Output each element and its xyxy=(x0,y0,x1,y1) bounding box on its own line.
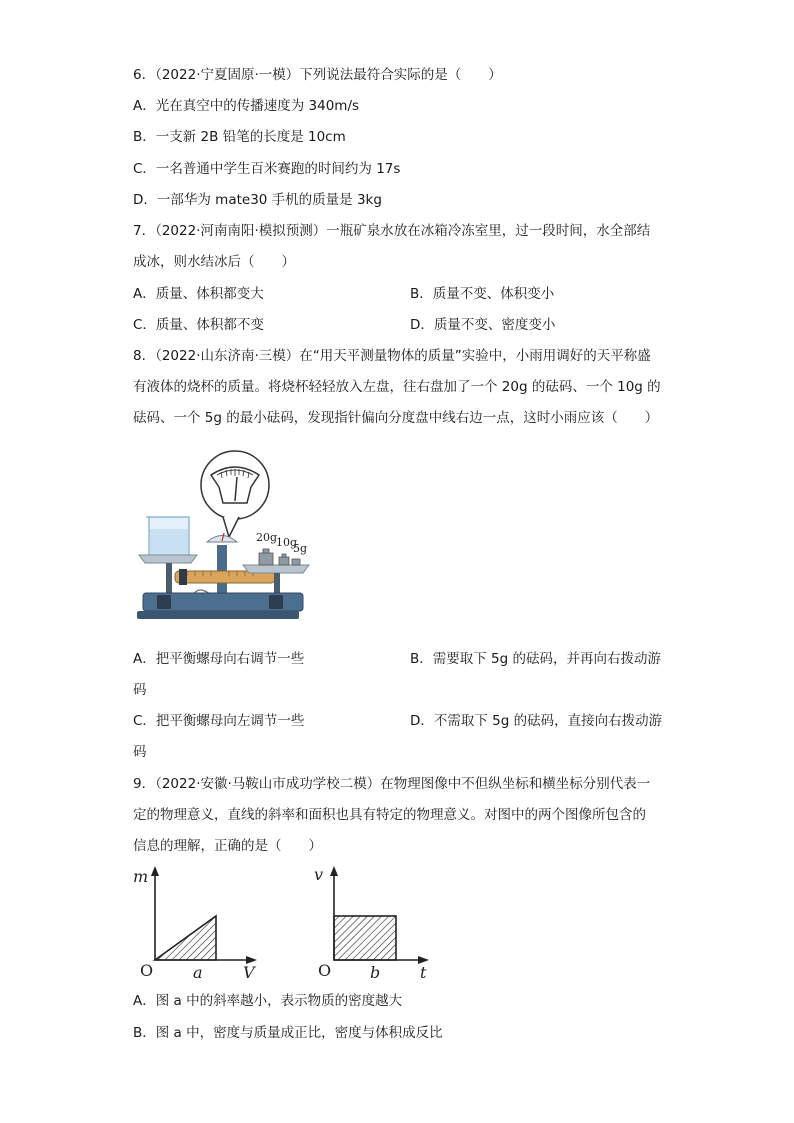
q7-option-d: D．质量不变、密度变小 xyxy=(410,317,556,333)
q8-option-c: C．把平衡螺母向左调节一些 xyxy=(133,713,305,729)
graph-a-mass-volume xyxy=(130,860,270,985)
graph-b-xlabel: t xyxy=(420,963,427,982)
q9-stem-line3: 信息的理解，正确的是（ ） xyxy=(133,838,322,854)
graph-a-ylabel: m xyxy=(133,867,149,886)
graph-a-origin: O xyxy=(140,961,154,980)
weight-label-5g: 5g xyxy=(293,542,308,555)
q8-stem-line3: 砝码、一个 5g 的最小砝码，发现指针偏向分度盘中线右边一点，这时小雨应该（ ） xyxy=(133,410,659,426)
q7-stem-line1: 7．（2022·河南南阳·模拟预测）一瓶矿泉水放在冰箱冷冻室里，过一段时间，水全部结 xyxy=(133,223,651,239)
weight-label-10g: 10g xyxy=(276,536,298,549)
q7-option-c: C．质量、体积都不变 xyxy=(133,317,264,333)
q6-stem: 6．（2022·宁夏固原·一模）下列说法最符合实际的是（ ） xyxy=(133,67,502,83)
graph-a-xlabel: V xyxy=(243,963,255,982)
q7-option-b: B．质量不变、体积变小 xyxy=(410,286,555,302)
weight-label-20g: 20g xyxy=(256,531,278,544)
q9-stem-line1: 9．（2022·安徽·马鞍山市成功学校二模）在物理图像中不但纵坐标和横坐标分别代表一 xyxy=(133,776,651,792)
q8-option-wrap-2: 码 xyxy=(133,744,147,760)
q6-option-c: C．一名普通中学生百米赛跑的时间约为 17s xyxy=(133,161,401,177)
q8-option-d: D．不需取下 5g 的砝码，直接向右拨动游 xyxy=(410,713,663,729)
graph-b-speed-time xyxy=(310,860,450,985)
q9-option-a: A．图 a 中的斜率越小，表示物质的密度越大 xyxy=(133,993,403,1009)
q6-option-d: D．一部华为 mate30 手机的质量是 3kg xyxy=(133,192,382,208)
q8-option-a: A．把平衡螺母向右调节一些 xyxy=(133,651,305,667)
graph-b-origin: O xyxy=(318,961,332,980)
q6-option-a: A．光在真空中的传播速度为 340m/s xyxy=(133,98,360,114)
q6-option-b: B．一支新 2B 铅笔的长度是 10cm xyxy=(133,129,346,145)
q8-stem-line1: 8．（2022·山东济南·三模）在“用天平测量物体的质量”实验中，小雨用调好的天平称盛 xyxy=(133,348,651,364)
q8-option-wrap-1: 码 xyxy=(133,682,147,698)
balance-illustration xyxy=(133,445,308,635)
q9-stem-line2: 定的物理意义，直线的斜率和面积也具有特定的物理意义。对图中的两个图像所包含的 xyxy=(133,807,646,823)
graph-b-ylabel: v xyxy=(314,865,324,884)
graph-b-name: b xyxy=(370,963,381,982)
q7-option-a: A．质量、体积都变大 xyxy=(133,286,264,302)
q7-stem-line2: 成冰，则水结冰后（ ） xyxy=(133,254,295,270)
graph-a-name: a xyxy=(193,963,203,982)
q8-stem-line2: 有液体的烧杯的质量。将烧杯轻轻放入左盘，往右盘加了一个 20g 的砝码、一个 10g 的 xyxy=(133,379,661,395)
q8-option-b: B．需要取下 5g 的砝码，并再向右拨动游 xyxy=(410,651,662,667)
q9-option-b: B．图 a 中，密度与质量成正比，密度与体积成反比 xyxy=(133,1025,443,1041)
